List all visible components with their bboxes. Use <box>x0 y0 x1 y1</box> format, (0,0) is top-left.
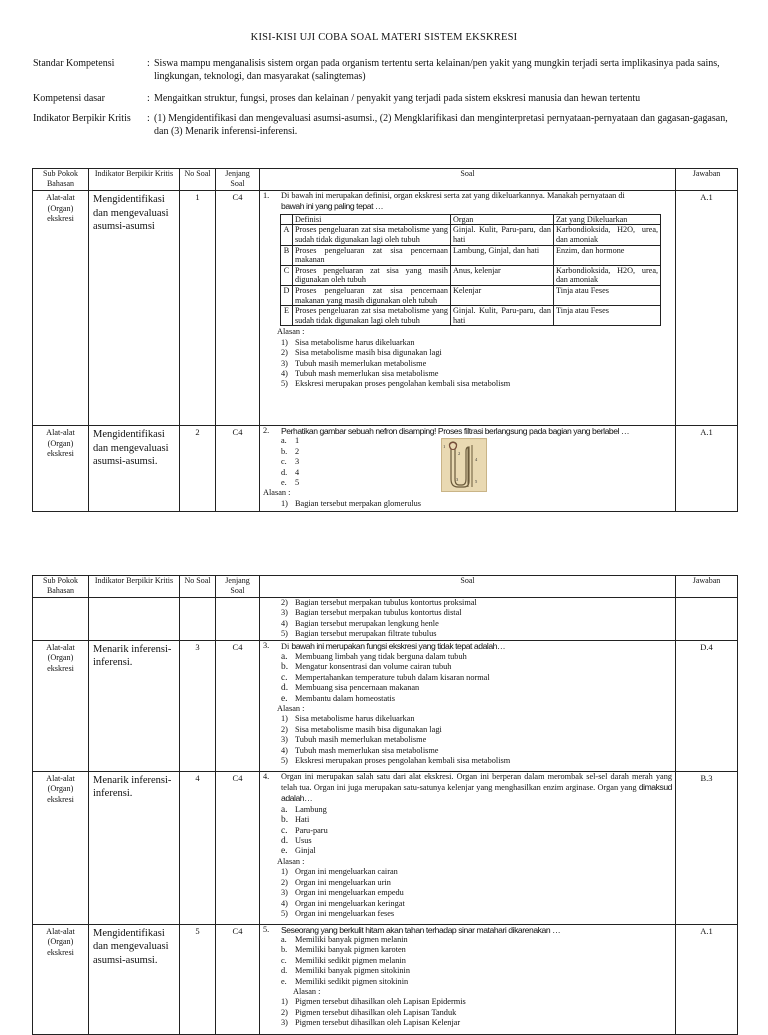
header-sub-pokok: Sub Pokok Bahasan <box>33 169 89 191</box>
definition-row <box>281 225 661 245</box>
reason-item: 5) Ekskresi merupakan proses pengolahan kembali sisa metabolism <box>281 379 511 389</box>
reason-item: 4) Tubuh mash memerlukan sisa metabolisme <box>281 368 439 378</box>
reason-item: 1) Bagian tersebut merpakan glomerulus <box>281 498 422 508</box>
question-text <box>263 772 672 805</box>
soal-cell <box>260 598 676 641</box>
question-body: Di bawah ini merupakan definisi, organ ekskresi serta zat yang dikeluarkannya. Manakah pernyataan di <box>281 191 625 200</box>
row-organ: Lambung, Ginjal, dan hati <box>451 245 554 265</box>
reason-item: 5) Organ ini mengeluarkan feses <box>281 908 395 918</box>
table-header-row <box>33 169 738 191</box>
kisi-table-2 <box>32 575 738 1035</box>
col-zat: Zat yang Dikeluarkan <box>554 214 661 225</box>
row-organ: Anus, kelenjar <box>451 265 554 285</box>
question-text <box>263 191 672 213</box>
option-item: d. Usus <box>281 836 312 847</box>
indikator-cell: Mengidentifikasi dan mengevaluasi asumsi-asumsi. <box>89 426 180 512</box>
option-item: a. Memiliki banyak pigmen melanin <box>281 935 408 945</box>
row-letter: A <box>281 225 293 245</box>
header-jawaban: Jawaban <box>676 576 738 598</box>
header-jenjang: Jenjang Soal <box>216 169 260 191</box>
indikator-berpikir-kritis <box>33 112 733 138</box>
nephron-figure <box>441 438 487 492</box>
figure-label: 5 <box>475 479 478 484</box>
question-body: Di <box>281 641 290 651</box>
reason-item: 5) Bagian tersebut merupakan filtrate tubulus <box>281 629 437 639</box>
kd-text: Mengaitkan struktur, fungsi, proses dan kelainan / penyakit yang terjadi pada sistem ekskresi manusia dan hewan tertentu <box>154 93 641 104</box>
figure-label: 2 <box>458 451 461 456</box>
jawaban-cell: D.4 <box>676 640 738 771</box>
row-organ: Ginjal. Kulit, Paru-paru, dan hati <box>451 306 554 326</box>
question-body-condensed: bawah ini yang paling tepat … <box>281 201 384 212</box>
question-text <box>263 641 672 652</box>
option-item: b. Mengatur konsentrasi dan volume cairan tubuh <box>281 662 452 673</box>
reason-item: 2) Bagian tersebut merpakan tubulus kontortus proksimal <box>281 598 477 607</box>
sub-pokok-cell: Alat-alat (Organ) ekskresi <box>33 924 89 1034</box>
question-number: 1. <box>263 191 270 200</box>
reason-item: 1) Sisa metabolisme harus dikeluarkan <box>281 714 415 724</box>
row-organ: Kelenjar <box>451 285 554 305</box>
table-row <box>33 640 738 771</box>
header-jenjang: Jenjang Soal <box>216 576 260 598</box>
table-row <box>33 598 738 641</box>
header-soal: Soal <box>260 576 676 598</box>
question-text <box>263 925 672 935</box>
indikator-cell: Menarik inferensi-inferensi. <box>89 771 180 924</box>
jenjang-cell: C4 <box>216 924 260 1034</box>
row-letter: E <box>281 306 293 326</box>
definition-row <box>281 265 661 285</box>
kd-label: Kompetensi dasar <box>33 93 105 104</box>
row-letter: D <box>281 285 293 305</box>
standar-text: Siswa mampu menganalisis sistem organ pada organism tertentu serta kelainan/pen yakit yang mungkin terjadi serta implikasinya pada sains, lingkungan, teknologi, dan masyarakat (salingtemas) <box>154 58 720 82</box>
question-body: Organ ini merupakan salah satu dari alat ekskresi. Organ ini berperan dalam merombak sel-sel darah merah yang telah tua. Organ ini juga merupakan satu-satunya kelenjar yang menghasilkan enzim arginase. Organ yang <box>281 771 672 793</box>
row-zat: Tinja atau Feses <box>554 285 661 305</box>
jawaban-cell: A.1 <box>676 426 738 512</box>
figure-label: 3 <box>456 477 459 482</box>
jenjang-cell: C4 <box>216 640 260 771</box>
header-sub-pokok: Sub Pokok Bahasan <box>33 576 89 598</box>
alasan-label: Alasan : <box>263 488 291 498</box>
jenjang-cell: C4 <box>216 771 260 924</box>
reason-item: 1) Sisa metabolisme harus dikeluarkan <box>281 337 415 347</box>
soal-cell <box>260 924 676 1034</box>
sub-pokok-cell: Alat-alat (Organ) ekskresi <box>33 191 89 426</box>
reason-item: 5) Ekskresi merupakan proses pengolahan kembali sisa metabolism <box>281 756 511 766</box>
option-item: b. Memiliki banyak pigmen karoten <box>281 945 406 955</box>
table-row <box>33 924 738 1034</box>
row-definisi: Proses pengeluaran zat sisa yang masih digunakan oleh tubuh <box>293 265 451 285</box>
reason-item: 4) Bagian tersebut merupakan lengkung henle <box>281 618 439 628</box>
alasan-label: Alasan : <box>277 856 305 866</box>
option-item: c. Memiliki sedikit pigmen melanin <box>281 955 406 965</box>
soal-cell <box>260 771 676 924</box>
option-item: d. 4 <box>281 467 300 477</box>
row-zat: Karbondioksida, H2O, urea, dan amoniak <box>554 265 661 285</box>
option-item: e. Memiliki sedikit pigmen sitokinin <box>281 976 409 986</box>
option-item: e. Membantu dalam homeostatis <box>281 693 396 704</box>
option-item: c. Mempertahankan temperature tubuh dalam kisaran normal <box>281 672 490 683</box>
row-zat: Enzim, dan hormone <box>554 245 661 265</box>
indikator-cell: Mengidentifikasi dan mengevaluasi asumsi-asumsi <box>89 191 180 426</box>
ind-text: (1) Mengidentifikasi dan mengevaluasi asumsi-asumsi., (2) Mengklarifikasi dan menginterpretasi pernyataan-pernyataan dan gagasan-gagasan, dan (3) Menarik inferensi-inferensi. <box>154 113 728 137</box>
jawaban-cell: A.1 <box>676 191 738 426</box>
document-title: KISI-KISI UJI COBA SOAL MATERI SISTEM EKSKRESI <box>250 32 518 43</box>
sub-pokok-cell: Alat-alat (Organ) ekskresi <box>33 426 89 512</box>
figure-label: 1 <box>443 444 446 449</box>
option-item: e. Ginjal <box>281 846 316 857</box>
reason-item: 2) Organ ini mengeluarkan urin <box>281 877 391 887</box>
option-item: c. Paru-paru <box>281 825 328 836</box>
alasan-label: Alasan : <box>277 327 305 337</box>
reason-item: 3) Pigmen tersebut dihasilkan oleh Lapisan Kelenjar <box>281 1018 461 1028</box>
reason-item: 3) Tubuh masih memerlukan metabolisme <box>281 358 427 368</box>
no-soal-cell: 3 <box>180 640 216 771</box>
option-item: a. Lambung <box>281 804 327 815</box>
table-row <box>33 191 738 426</box>
option-item: b. 2 <box>281 446 300 456</box>
jenjang-cell: C4 <box>216 426 260 512</box>
table-row <box>33 771 738 924</box>
reason-item: 3) Bagian tersebut merpakan tubulus kontortus distal <box>281 608 462 618</box>
nephron-diagram <box>442 439 486 491</box>
option-item: e. 5 <box>281 478 300 488</box>
row-definisi: Proses pengeluaran zat sisa pencernaan makanan <box>293 245 451 265</box>
definition-table <box>280 214 661 327</box>
alasan-label: Alasan : <box>293 987 321 997</box>
option-item: c. 3 <box>281 457 300 467</box>
question-number: 4. <box>263 771 270 781</box>
jawaban-cell: B.3 <box>676 771 738 924</box>
definition-header-row <box>281 214 661 225</box>
option-item: b. Hati <box>281 815 310 826</box>
row-zat: Karbondioksida, H2O, urea, dan amoniak <box>554 225 661 245</box>
definition-row <box>281 245 661 265</box>
reason-item: 3) Tubuh masih memerlukan metabolisme <box>281 735 427 745</box>
sub-pokok-cell: Alat-alat (Organ) ekskresi <box>33 640 89 771</box>
no-soal-cell: 2 <box>180 426 216 512</box>
row-organ: Ginjal. Kulit, Paru-paru, dan hati <box>451 225 554 245</box>
question-body-condensed: dimaksud adalah… <box>281 782 672 804</box>
standar-kompetensi <box>33 57 733 83</box>
question-number: 3. <box>263 640 270 650</box>
sub-pokok-cell: Alat-alat (Organ) ekskresi <box>33 771 89 924</box>
row-letter: B <box>281 245 293 265</box>
option-item: d. Memiliki banyak pigmen sitokinin <box>281 966 410 976</box>
header-soal: Soal <box>260 169 676 191</box>
row-definisi: Proses pengeluaran zat sisa metabolisme yang sudah tidak digunakan lagi oleh tubuh <box>293 306 451 326</box>
reason-item: 4) Organ ini mengeluarkan keringat <box>281 898 405 908</box>
no-soal-cell: 5 <box>180 924 216 1034</box>
colon: : <box>147 93 150 104</box>
row-zat: Tinja atau Feses <box>554 306 661 326</box>
reason-item: 2) Sisa metabolisme masih bisa digunakan lagi <box>281 724 442 734</box>
option-item: a. 1 <box>281 436 300 446</box>
header-no: No Soal <box>180 169 216 191</box>
reason-item: 3) Organ ini mengeluarkan empedu <box>281 888 404 898</box>
header-indikator: Indikator Berpikir Kritis <box>89 576 180 598</box>
question-number: 5. <box>263 924 270 934</box>
col-organ: Organ <box>451 214 554 225</box>
table-header-row <box>33 576 738 598</box>
question-body-condensed: bawah ini merupakan fungsi ekskresi yang tidak tepat adalah… <box>291 640 506 651</box>
no-soal-cell: 4 <box>180 771 216 924</box>
question-number: 2. <box>263 426 270 435</box>
soal-cell <box>260 426 676 512</box>
figure-label: 4 <box>475 457 478 462</box>
option-item: d. Membuang sisa pencernaan makanan <box>281 683 420 694</box>
soal-cell <box>260 640 676 771</box>
colon: : <box>147 113 150 124</box>
colon: : <box>147 58 150 69</box>
kompetensi-dasar <box>33 92 733 105</box>
table-row <box>33 426 738 512</box>
reason-item: 1) Organ ini mengeluarkan cairan <box>281 867 398 877</box>
reason-item: 4) Tubuh mash memerlukan sisa metabolisme <box>281 745 439 755</box>
alasan-label: Alasan : <box>277 704 305 714</box>
reason-item: 2) Pigmen tersebut dihasilkan oleh Lapisan Tanduk <box>281 1007 457 1017</box>
standar-label: Standar Kompetensi <box>33 58 115 69</box>
header-no: No Soal <box>180 576 216 598</box>
reason-item: 1) Pigmen tersebut dihasilkan oleh Lapisan Epidermis <box>281 997 466 1007</box>
definition-row <box>281 306 661 326</box>
header-jawaban: Jawaban <box>676 169 738 191</box>
indikator-cell: Menarik inferensi-inferensi. <box>89 640 180 771</box>
jawaban-cell: A.1 <box>676 924 738 1034</box>
kisi-table-1 <box>32 168 738 512</box>
row-letter: C <box>281 265 293 285</box>
no-soal-cell: 1 <box>180 191 216 426</box>
reason-item: 2) Sisa metabolisme masih bisa digunakan lagi <box>281 348 442 358</box>
col-definisi: Definisi <box>293 214 451 225</box>
question-body-condensed: Seseorang yang berkulit hitam akan tahan terhadap sinar matahari dikarenakan … <box>281 924 561 935</box>
row-definisi: Proses pengeluaran zat sisa pencernaan makanan yang masih digunakan oleh tubuh <box>293 285 451 305</box>
definition-row <box>281 285 661 305</box>
row-definisi: Proses pengeluaran zat sisa metabolisme yang sudah tidak digunakan lagi oleh tubuh <box>293 225 451 245</box>
jenjang-cell: C4 <box>216 191 260 426</box>
question-text <box>263 426 672 436</box>
option-item: a. Membuang limbah yang tidak berguna dalam tubuh <box>281 652 467 663</box>
header-indikator: Indikator Berpikir Kritis <box>89 169 180 191</box>
soal-cell <box>260 191 676 426</box>
indikator-cell: Mengidentifikasi dan mengevaluasi asumsi-asumsi. <box>89 924 180 1034</box>
ind-label: Indikator Berpikir Kritis <box>33 113 131 124</box>
question-body-condensed: Perhatikan gambar sebuah nefron disamping! Proses filtrasi berlangsung pada bagian yang berlabel … <box>281 426 630 436</box>
